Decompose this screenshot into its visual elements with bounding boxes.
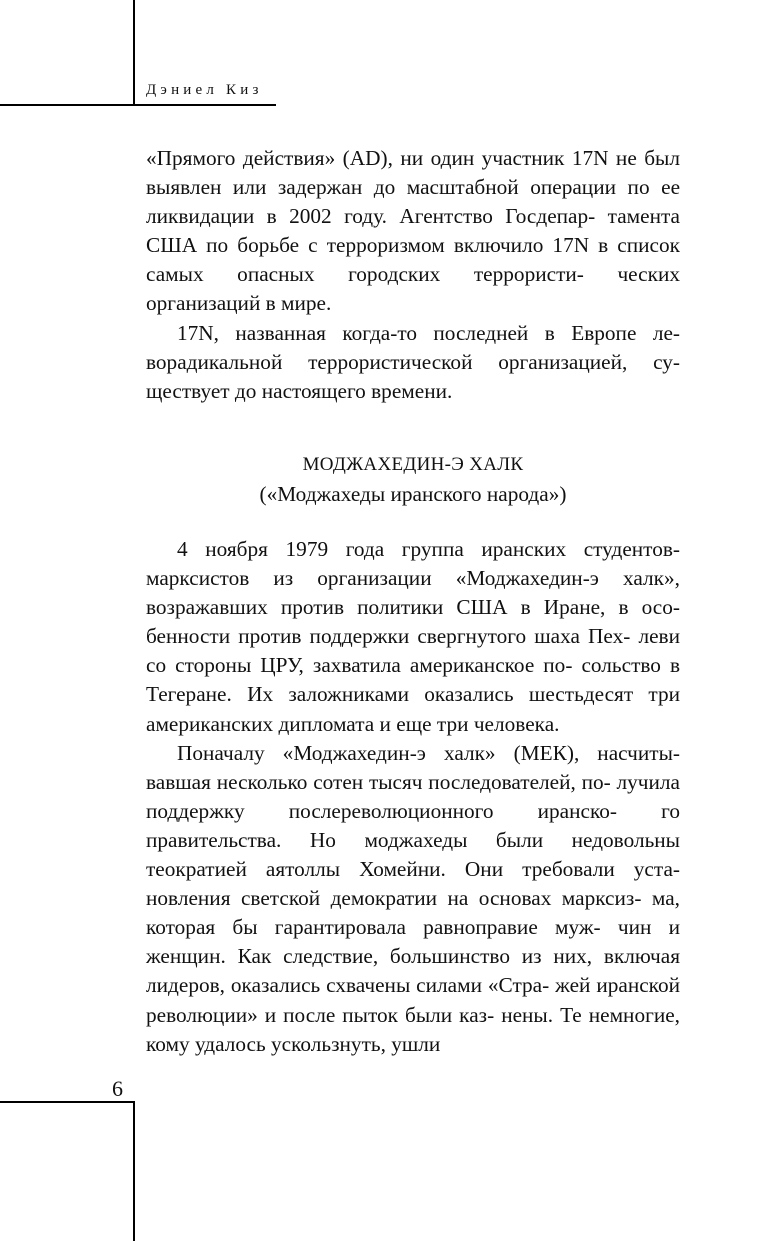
margin-rule-vertical-top xyxy=(133,0,135,104)
text-line: леви со стороны ЦРУ, захватила американское по- xyxy=(146,624,680,678)
text-line: ма, которая бы гарантировала равноправие муж- xyxy=(146,886,680,940)
paragraph xyxy=(146,319,680,406)
text-line: Поначалу «Моджахедин-э халк» (МЕК), насчиты- xyxy=(177,740,680,765)
footer-rule xyxy=(0,1101,133,1103)
text-line: лучила поддержку послереволюционного иранско- xyxy=(146,769,680,823)
text-line: был выявлен или задержан до масштабной операции xyxy=(146,146,680,200)
text-line: нены. Те немногие, кому удалось ускользнуть, ушли xyxy=(146,1002,681,1056)
text-line: ческих организаций в мире. xyxy=(146,262,681,316)
text-line: теократией аятоллы Хомейни. Они требовали уста- xyxy=(146,857,680,882)
text-line: ворадикальной террористической организацией, су- xyxy=(146,349,680,374)
running-head: Дэниел Киз xyxy=(146,82,263,98)
page-number: 6 xyxy=(112,1076,123,1101)
margin-rule-vertical-bottom xyxy=(133,1101,135,1241)
text-line: жей иранской революции» и после пыток были каз- xyxy=(146,973,680,1027)
section-17n-continuation xyxy=(146,144,680,406)
text-line: тамента США по борьбе с терроризмом включило xyxy=(146,204,680,258)
paragraph xyxy=(146,535,680,739)
text-line: ществует до настоящего времени. xyxy=(146,378,453,403)
section-mek-body xyxy=(146,535,680,1059)
text-line: шестьдесят три американских дипломата и еще три xyxy=(146,682,681,736)
text-line: по ее ликвидации в 2002 году. Агентство Госдепар- xyxy=(146,175,681,229)
header-rule xyxy=(0,104,276,106)
text-line: «Прямого действия» (AD), ни один участник 17N не xyxy=(146,146,637,170)
text-line: возражавших против политики США в Иране, в осо- xyxy=(146,595,680,620)
text-line: человека. xyxy=(473,711,560,736)
text-line: 17N, названная когда-то последней в Европе ле- xyxy=(177,320,680,345)
text-line: 4 ноября 1979 года группа иранских студентов- xyxy=(177,537,680,561)
text-line: чин и женщин. Как следствие, большинство из них, xyxy=(146,915,680,969)
text-line: включая лидеров, оказались схвачены силами «Стра- xyxy=(146,944,680,998)
text-line: вавшая несколько сотен тысяч последователей, по- xyxy=(146,769,611,794)
text-line: го правительства. Но моджахеды были недовольны xyxy=(146,798,680,852)
section-heading xyxy=(146,451,680,509)
text-line: бенности против поддержки свергнутого шаха Пех- xyxy=(146,624,631,649)
section-subtitle: («Моджахеды иранского народа») xyxy=(259,482,567,506)
paragraph xyxy=(146,144,680,319)
paragraph xyxy=(146,739,680,1059)
section-title: МОДЖАХЕДИН-Э ХАЛК xyxy=(302,454,524,475)
text-line: сольство в Тегеране. Их заложниками оказались xyxy=(146,653,681,707)
text-line: марксистов из организации «Моджахедин-э халк», xyxy=(146,566,680,591)
text-line: 17N в список самых опасных городских террористи- xyxy=(146,233,680,287)
text-line: новления светской демократии на основах марксиз- xyxy=(146,886,642,911)
